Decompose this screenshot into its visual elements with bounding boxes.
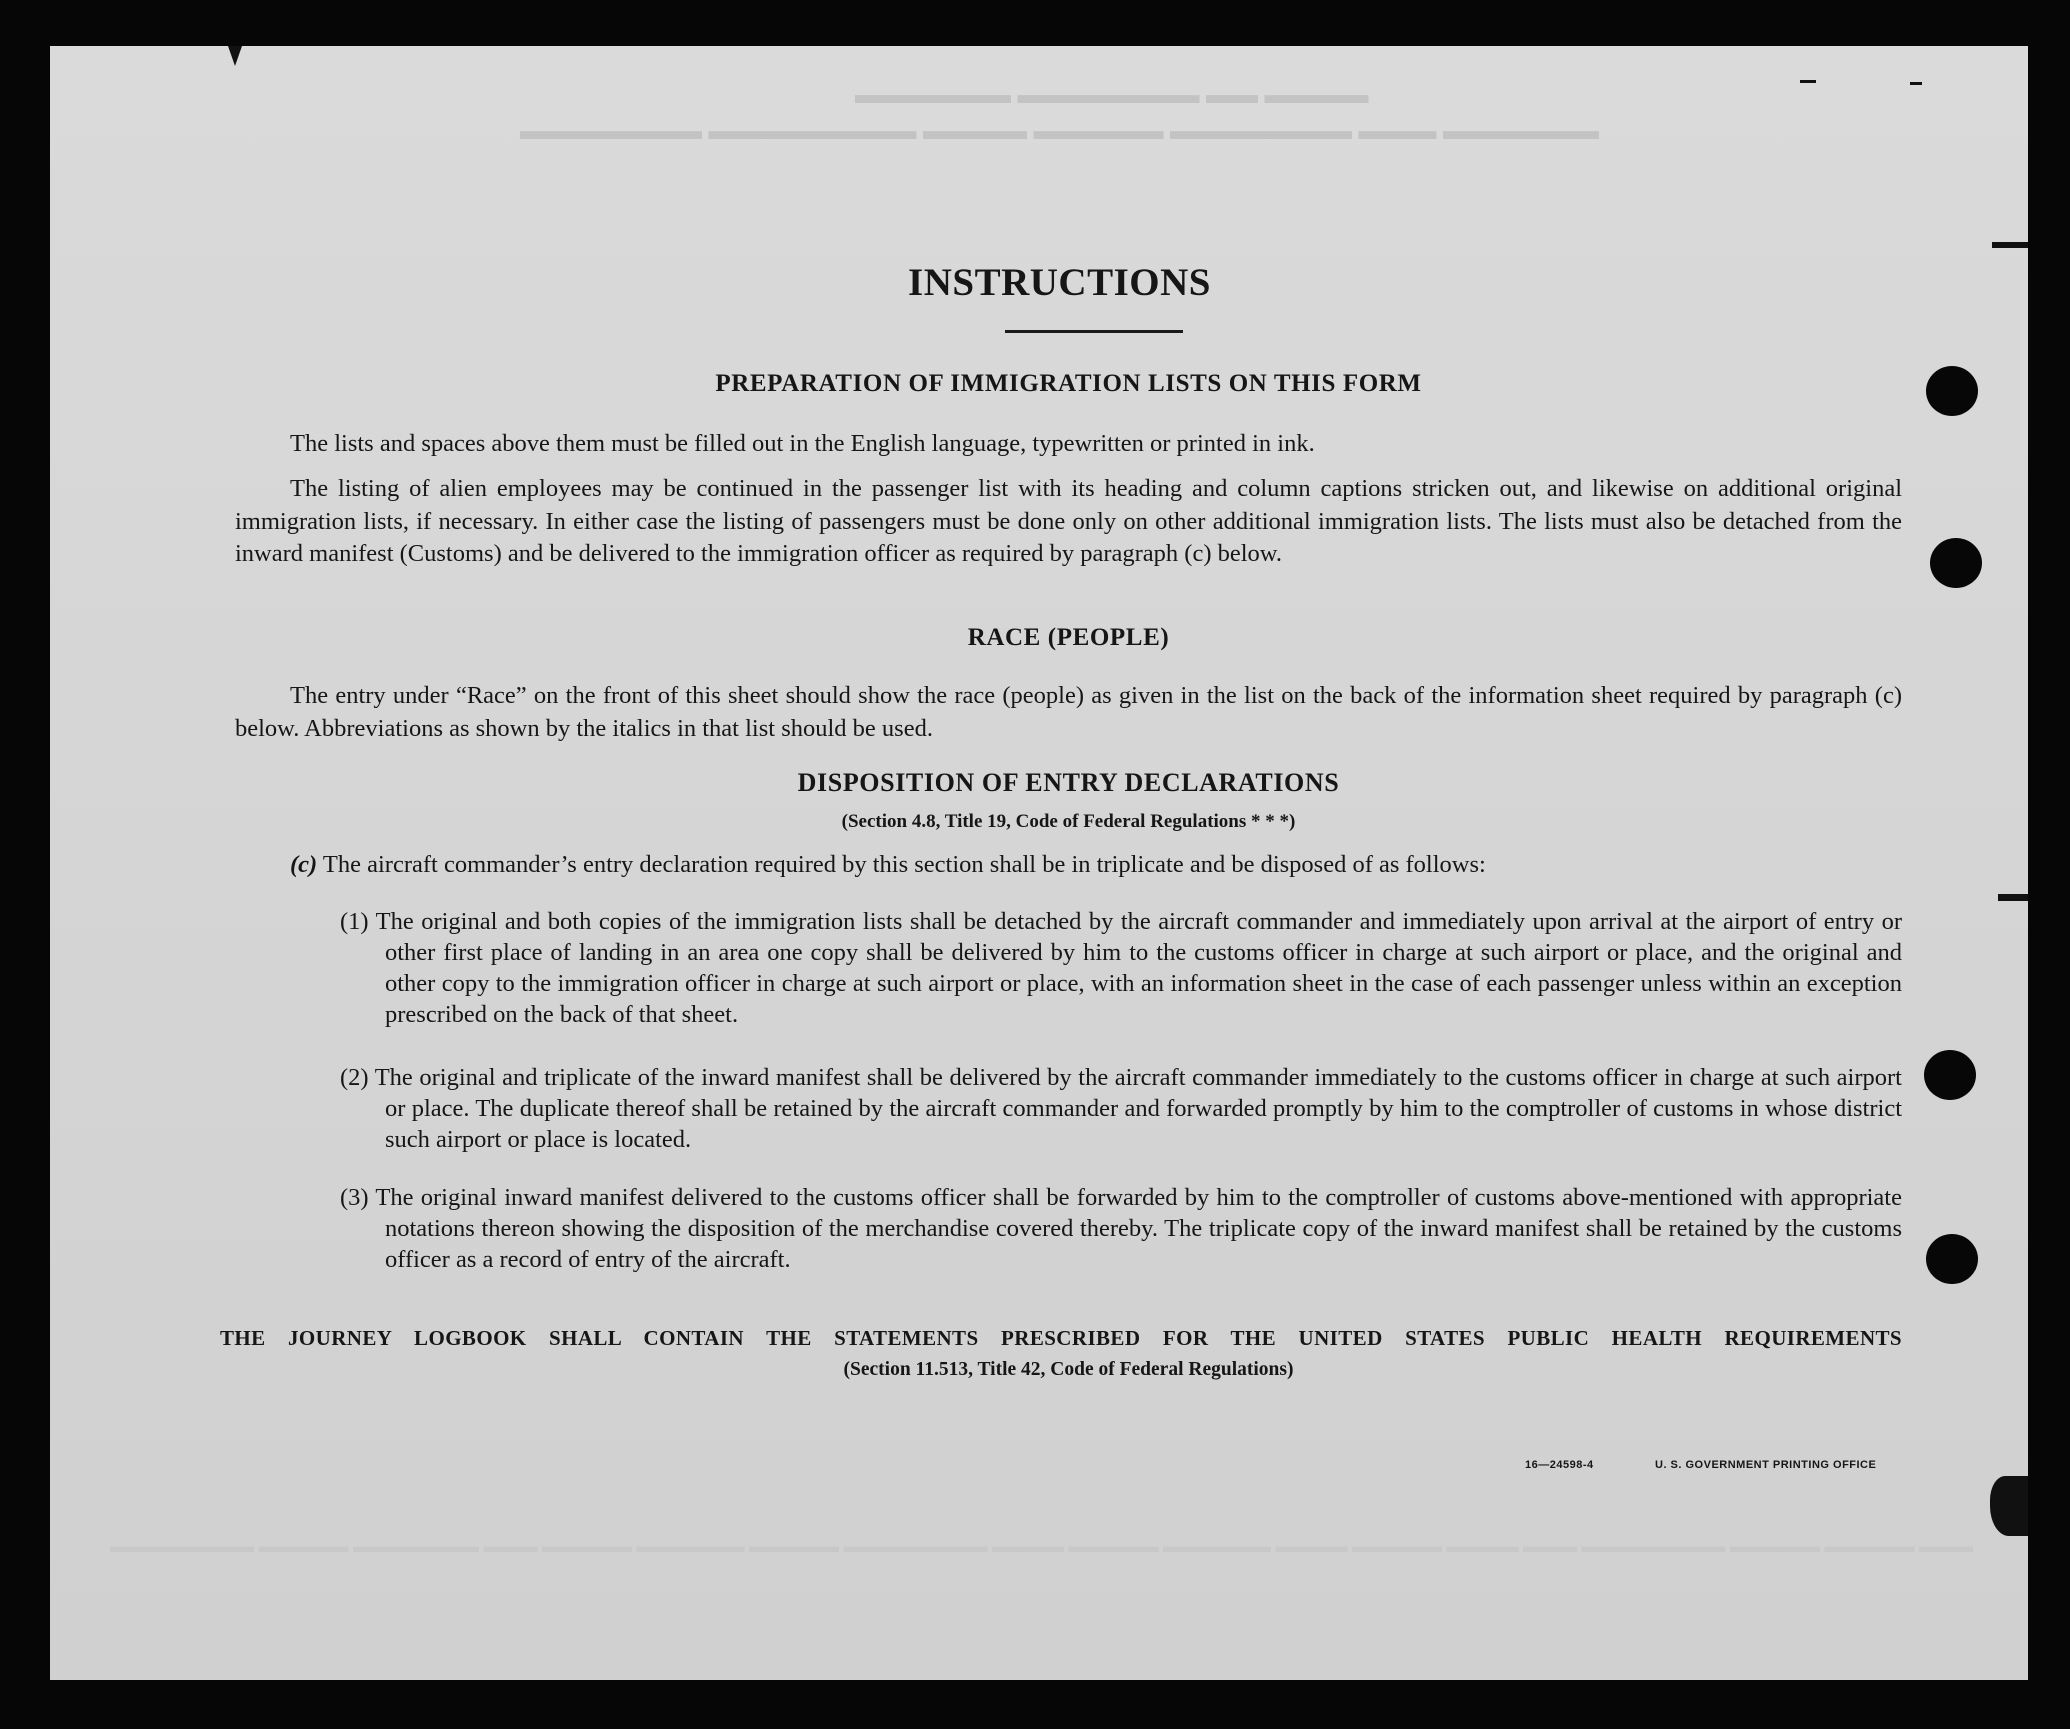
preparation-paragraph-1: The lists and spaces above them must be filled out in the English language, typewritten or printed in ink. [290, 430, 1315, 457]
scan-mark [1992, 242, 2028, 248]
bleed-through-text: ▬▬▬▬▬▬ ▬▬▬ ▬▬▬▬▬▬▬ ▬▬▬▬▬ ▬▬▬▬ ▬▬▬▬▬▬▬▬ ▬▬▬▬▬▬▬ [520, 116, 1599, 145]
punch-hole [1926, 366, 1978, 416]
bleed-through-text: ▬▬▬ ▬▬▬▬▬ ▬▬▬▬▬ ▬▬▬▬▬▬▬▬ ▬▬▬ ▬▬▬▬ ▬▬▬▬▬ ▬▬▬▬ ▬▬▬▬▬▬ ▬▬▬▬▬ ▬▬▬▬ ▬▬▬▬▬▬▬▬ ▬▬▬▬▬ ▬▬▬▬▬▬ ▬▬▬▬▬ ▬▬▬ ▬▬▬▬▬▬▬ ▬▬▬▬▬ ▬▬▬▬▬▬▬▬ [110, 1536, 1973, 1556]
health-requirements-statement: THE JOURNEY LOGBOOK SHALL CONTAIN THE STATEMENTS PRESCRIBED FOR THE UNITED STATES PUBLIC HEALTH REQUIREMENTS [220, 1326, 1902, 1350]
document-page [50, 46, 2028, 1680]
scan-mark [228, 46, 242, 66]
paragraph-c-marker: (c) [290, 851, 318, 878]
punch-hole [1930, 538, 1982, 588]
punch-hole [1924, 1050, 1976, 1100]
title-underline [1005, 330, 1183, 333]
bleed-through-text: ▬▬▬▬ ▬▬ ▬▬▬▬▬▬▬ ▬▬▬▬▬▬ [855, 80, 1369, 109]
race-heading: RACE (PEOPLE) [967, 624, 1170, 651]
race-paragraph: The entry under “Race” on the front of this sheet should show the race (people) as given in the list on the back of the information sheet required by paragraph (c) below. Abbreviations as shown by the italics in that list should be used. [235, 682, 1902, 742]
scan-mark [1910, 82, 1922, 85]
page-title: INSTRUCTIONS [908, 261, 1211, 304]
scan-mark [1998, 894, 2028, 901]
scan-mark [1990, 1476, 2028, 1536]
disposition-item-1: (1) The original and both copies of the immigration lists shall be detached by the aircraft commander and immediately upon arrival at the airport of entry or other first place of landing in an area one copy shall be delivered by him to the customs officer in charge at such airport or place, and the original and other copy to the immigration officer in charge at such airport or place, with an information sheet in the case of each passenger unless within an exception prescribed on the back of that sheet. [340, 908, 1902, 1028]
scan-mark [1800, 80, 1816, 83]
printer-imprint: U. S. GOVERNMENT PRINTING OFFICE [1655, 1459, 1877, 1471]
preparation-heading: PREPARATION OF IMMIGRATION LISTS ON THIS FORM [715, 370, 1422, 397]
punch-hole [1926, 1234, 1978, 1284]
disposition-item-2: (2) The original and triplicate of the inward manifest shall be delivered by the aircraft commander immediately to the customs officer in charge at such airport or place. The duplicate thereof shall be retained by the aircraft commander and forwarded promptly by him to the comptroller of customs in whose district such airport or place is located. [340, 1064, 1902, 1153]
preparation-paragraph-2: The listing of alien employees may be continued in the passenger list with its heading and column captions stricken out, and likewise on additional original immigration lists, if necessary. In either case the listing of passengers must be done only on other additional immigration lists. The lists must also be detached from the inward manifest (Customs) and be delivered to the immigration officer as required by paragraph (c) below. [235, 475, 1902, 567]
disposition-item-3: (3) The original inward manifest delivered to the customs officer shall be forwarded by him to the comptroller of customs above-mentioned with appropriate notations thereon showing the disposition of the merchandise covered thereby. The triplicate copy of the inward manifest shall be retained by the customs officer as a record of entry of the aircraft. [340, 1184, 1902, 1273]
disposition-intro [290, 849, 1902, 882]
disposition-citation: (Section 4.8, Title 19, Code of Federal Regulations * * *) [841, 811, 1296, 832]
health-citation: (Section 11.513, Title 42, Code of Federal Regulations) [843, 1359, 1294, 1380]
disposition-intro-text: The aircraft commander’s entry declaration required by this section shall be in triplicate and be disposed of as follows: [322, 851, 1486, 878]
disposition-heading: DISPOSITION OF ENTRY DECLARATIONS [797, 768, 1340, 797]
form-number: 16—24598-4 [1525, 1459, 1594, 1471]
